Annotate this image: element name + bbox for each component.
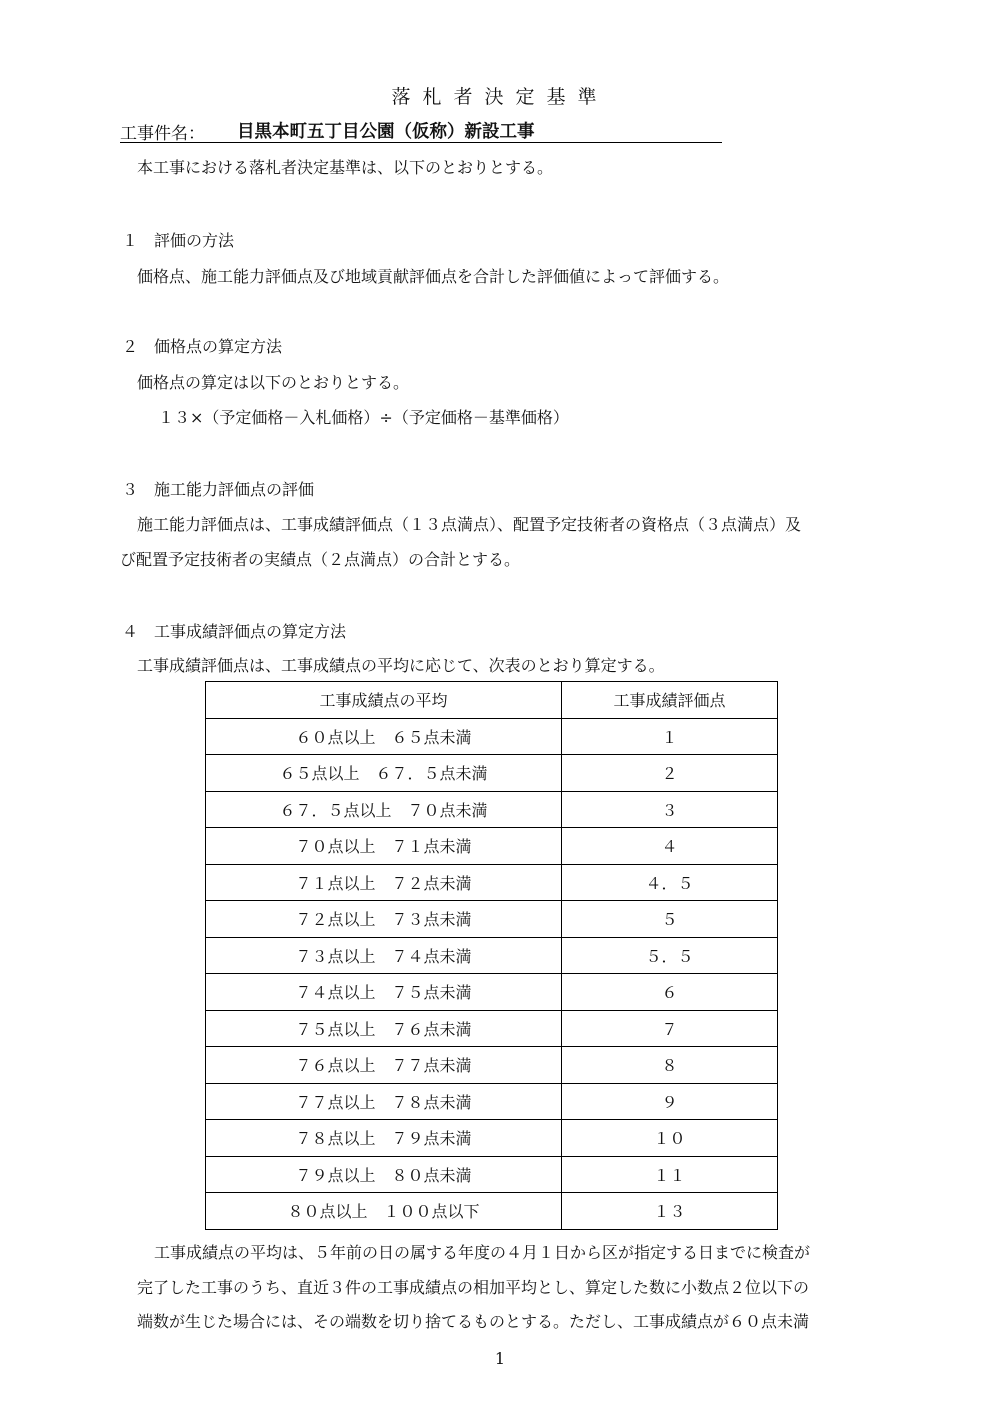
table-cell: ７９点以上 ８０点未満: [206, 1156, 562, 1193]
score-table: [205, 681, 778, 1230]
price-formula: １３×（予定価格－入札価格）÷（予定価格－基準価格）: [158, 408, 569, 427]
table-cell: １０: [562, 1120, 778, 1157]
table-row: [206, 791, 778, 828]
table-header: 工事成績点の平均: [206, 682, 562, 719]
note-line-3: 端数が生じた場合には、その端数を切り捨てるものとする。ただし、工事成績点が６０点未満: [137, 1312, 810, 1331]
table-cell: ７６点以上 ７７点未満: [206, 1047, 562, 1084]
table-cell: ６０点以上 ６５点未満: [206, 718, 562, 755]
table-cell: ６７．５点以上 ７０点未満: [206, 791, 562, 828]
table-row: [206, 1047, 778, 1084]
table-cell: １: [562, 718, 778, 755]
table-cell: ６: [562, 974, 778, 1011]
table-cell: ７０点以上 ７１点未満: [206, 828, 562, 865]
table-row: [206, 937, 778, 974]
project-name-line: [120, 118, 722, 143]
section-2-body: 価格点の算定は以下のとおりとする。: [137, 373, 410, 392]
table-row: [206, 974, 778, 1011]
section-4-body: 工事成績評価点は、工事成績点の平均に応じて、次表のとおり算定する。: [137, 656, 665, 675]
document-title: 落札者決定基準: [391, 86, 609, 108]
table-header-row: [206, 682, 778, 719]
table-row: [206, 1193, 778, 1230]
table-cell: ７８点以上 ７９点未満: [206, 1120, 562, 1157]
table-row: [206, 1120, 778, 1157]
note-line-2: 完了した工事のうち、直近３件の工事成績点の相加平均とし、算定した数に小数点２位以下の: [137, 1278, 810, 1297]
table-cell: ２: [562, 755, 778, 792]
section-3-body-line-1: 施工能力評価点は、工事成績評価点（１３点満点）、配置予定技術者の資格点（３点満点）及: [137, 515, 802, 534]
table-cell: １３: [562, 1193, 778, 1230]
table-cell: ５．５: [562, 937, 778, 974]
table-row: [206, 1083, 778, 1120]
page-number: 1: [494, 1349, 506, 1368]
table-cell: ７３点以上 ７４点未満: [206, 937, 562, 974]
section-3-body-line-2: び配置予定技術者の実績点（２点満点）の合計とする。: [120, 550, 521, 569]
table-header: 工事成績評価点: [562, 682, 778, 719]
section-1-heading: １ 評価の方法: [122, 231, 235, 250]
table-row: [206, 718, 778, 755]
table-row: [206, 828, 778, 865]
note-line-1: 工事成績点の平均は、５年前の日の属する年度の４月１日から区が指定する日までに検査が: [154, 1243, 811, 1262]
table-cell: ６５点以上 ６７．５点未満: [206, 755, 562, 792]
table-cell: ９: [562, 1083, 778, 1120]
table-cell: ７１点以上 ７２点未満: [206, 864, 562, 901]
table-row: [206, 1156, 778, 1193]
intro-text: 本工事における落札者決定基準は、以下のとおりとする。: [137, 158, 554, 177]
section-2-heading: ２ 価格点の算定方法: [122, 337, 283, 356]
table-cell: ７: [562, 1010, 778, 1047]
table-row: [206, 755, 778, 792]
table-cell: ３: [562, 791, 778, 828]
table-cell: ７４点以上 ７５点未満: [206, 974, 562, 1011]
table-row: [206, 901, 778, 938]
section-3-heading: ３ 施工能力評価点の評価: [122, 480, 315, 499]
section-4-heading: ４ 工事成績評価点の算定方法: [122, 622, 347, 641]
table-row: [206, 1010, 778, 1047]
table-cell: ７７点以上 ７８点未満: [206, 1083, 562, 1120]
table-cell: ８０点以上 １００点以下: [206, 1193, 562, 1230]
project-name: 目黒本町五丁目公園（仮称）新設工事: [237, 122, 535, 142]
project-label: 工事件名：: [120, 124, 205, 144]
table-cell: ４．５: [562, 864, 778, 901]
table-cell: １１: [562, 1156, 778, 1193]
table-row: [206, 864, 778, 901]
table-cell: ８: [562, 1047, 778, 1084]
table-cell: ５: [562, 901, 778, 938]
section-1-body: 価格点、施工能力評価点及び地域貢献評価点を合計した評価値によって評価する。: [137, 267, 730, 286]
table-cell: ４: [562, 828, 778, 865]
table-cell: ７２点以上 ７３点未満: [206, 901, 562, 938]
table-cell: ７５点以上 ７６点未満: [206, 1010, 562, 1047]
